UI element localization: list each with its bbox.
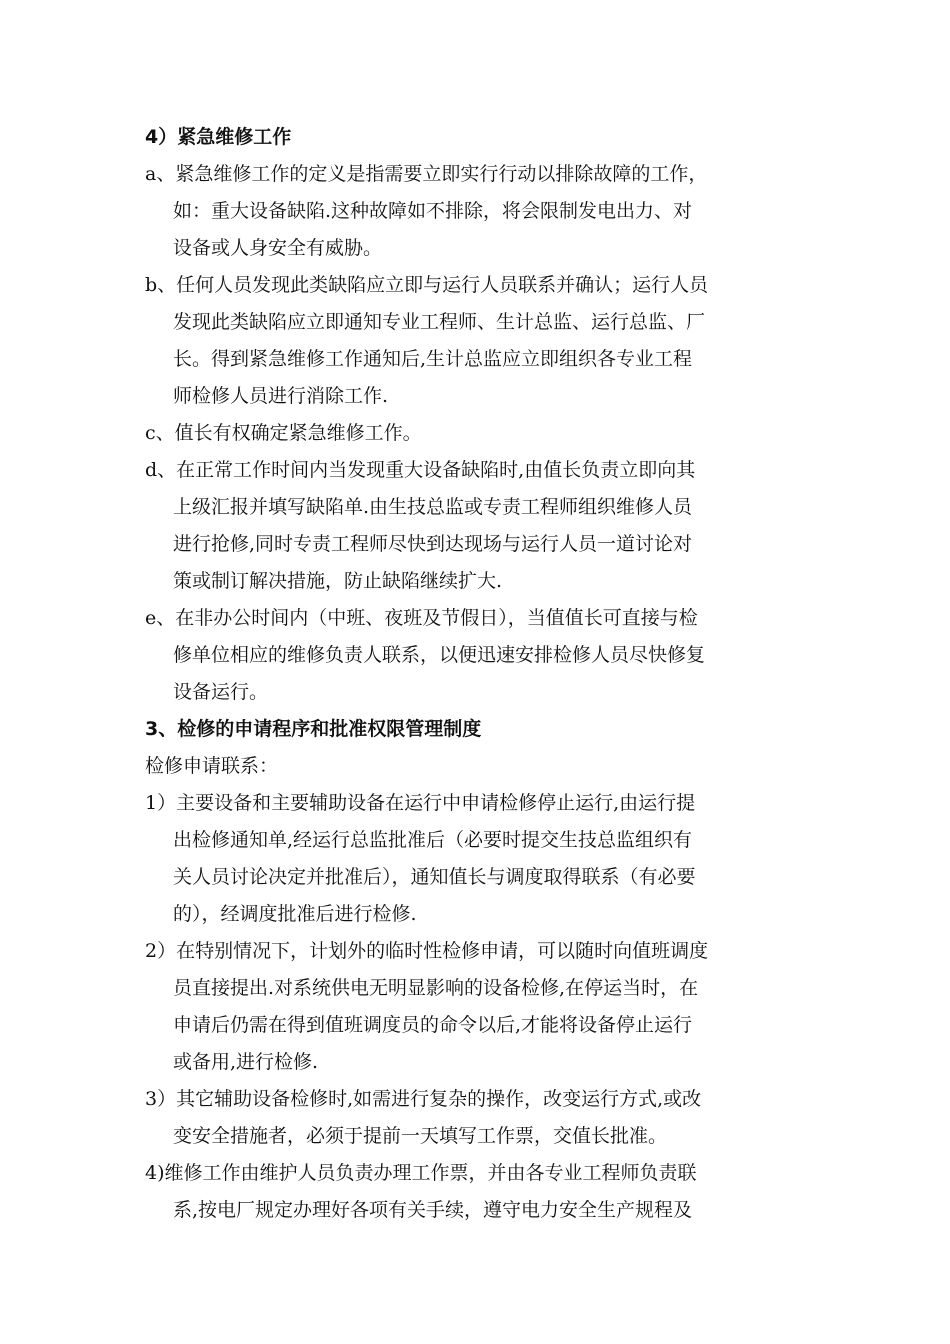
paragraph-line: 1）主要设备和主要辅助设备在运行中申请检修停止运行,由运行提 bbox=[145, 792, 696, 814]
paragraph-line: 修单位相应的维修负责人联系，以便迅速安排检修人员尽快修复 bbox=[173, 644, 706, 666]
list-item-1 bbox=[145, 785, 815, 933]
paragraph-line: 变安全措施者，必须于提前一天填写工作票，交值长批准。 bbox=[173, 1125, 668, 1147]
paragraph-line: 的），经调度批准后进行检修. bbox=[173, 903, 417, 925]
paragraph-line: e、在非办公时间内（中班、夜班及节假日），当值值长可直接与检 bbox=[145, 607, 698, 629]
paragraph-line: 申请后仍需在得到值班调度员的命令以后,才能将设备停止运行 bbox=[173, 1014, 693, 1036]
paragraph-line: 员直接提出.对系统供电无明显影响的设备检修,在停运当时，在 bbox=[173, 977, 699, 999]
paragraph-line: b、任何人员发现此类缺陷应立即与运行人员联系并确认；运行人员 bbox=[145, 274, 709, 296]
paragraph-line: 3）其它辅助设备检修时,如需进行复杂的操作，改变运行方式,或改 bbox=[145, 1088, 702, 1110]
paragraph-line: 4)维修工作由维护人员负责办理工作票，并由各专业工程师负责联 bbox=[145, 1162, 697, 1184]
document-page bbox=[145, 119, 815, 1229]
section-heading-application-procedure: 3、检修的申请程序和批准权限管理制度 bbox=[145, 718, 482, 740]
paragraph-line: 或备用,进行检修. bbox=[173, 1051, 319, 1073]
paragraph-line: 出检修通知单,经运行总监批准后（必要时提交生技总监组织有 bbox=[173, 829, 693, 851]
paragraph-line: 上级汇报并填写缺陷单.由生技总监或专责工程师组织维修人员 bbox=[173, 496, 693, 518]
paragraph-line: 关人员讨论决定并批准后），通知值长与调度取得联系（有必要 bbox=[173, 866, 696, 888]
paragraph-line: 设备运行。 bbox=[173, 681, 269, 703]
paragraph-line: 进行抢修,同时专责工程师尽快到达现场与运行人员一道讨论对 bbox=[173, 533, 693, 555]
paragraph-line: c、值长有权确定紧急维修工作。 bbox=[145, 422, 422, 444]
paragraph-line: 发现此类缺陷应立即通知专业工程师、生计总监、运行总监、厂 bbox=[173, 311, 706, 333]
paragraph-line: d、在正常工作时间内当发现重大设备缺陷时,由值长负责立即向其 bbox=[145, 459, 696, 481]
list-item-d bbox=[145, 452, 815, 600]
list-item-e bbox=[145, 600, 815, 711]
section-heading-emergency-repair: 4）紧急维修工作 bbox=[145, 126, 292, 148]
list-item-3 bbox=[145, 1081, 815, 1155]
paragraph-line: 策或制订解决措施，防止缺陷继续扩大. bbox=[173, 570, 503, 592]
list-item-4 bbox=[145, 1155, 815, 1229]
paragraph-line: 师检修人员进行消除工作. bbox=[173, 385, 389, 407]
paragraph-line: 设备或人身安全有威胁。 bbox=[173, 237, 383, 259]
paragraph-line: 长。得到紧急维修工作通知后,生计总监应立即组织各专业工程 bbox=[173, 348, 693, 370]
paragraph-line: 系,按电厂规定办理好各项有关手续，遵守电力安全生产规程及 bbox=[173, 1199, 693, 1221]
paragraph-line: a、紧急维修工作的定义是指需要立即实行行动以排除故障的工作， bbox=[145, 163, 708, 185]
list-item-2 bbox=[145, 933, 815, 1081]
list-item-b bbox=[145, 267, 815, 415]
list-item-a bbox=[145, 156, 815, 267]
intro-line: 检修申请联系： bbox=[145, 755, 279, 777]
paragraph-line: 2）在特别情况下，计划外的临时性检修申请，可以随时向值班调度 bbox=[145, 940, 709, 962]
list-item-c bbox=[145, 415, 815, 452]
paragraph-line: 如：重大设备缺陷.这种故障如不排除，将会限制发电出力、对 bbox=[173, 200, 693, 222]
